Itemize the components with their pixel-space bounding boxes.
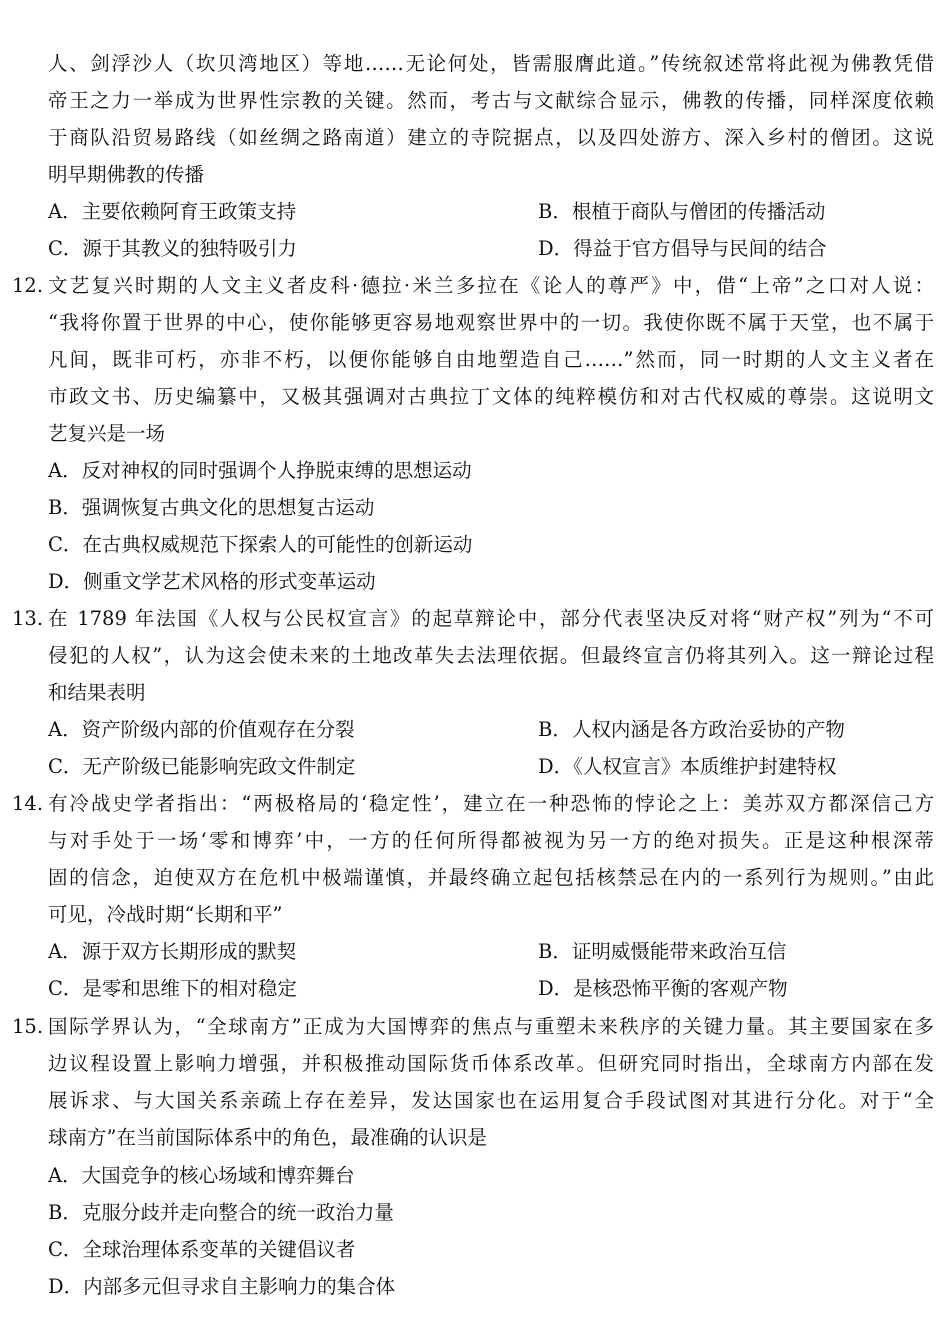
option-a[interactable]: A．资产阶级内部的价值观存在分裂 bbox=[48, 718, 355, 741]
option-d[interactable]: D．得益于官方倡导与民间的结合 bbox=[538, 237, 827, 260]
question-number: 13. bbox=[12, 607, 44, 630]
stem-line: 帝王之力一举成为世界性宗教的关键。然而，考古与文献综合显示，佛教的传播，同样深度依赖 bbox=[48, 89, 934, 112]
option-a[interactable]: A．反对神权的同时强调个人挣脱束缚的思想运动 bbox=[48, 459, 472, 482]
option-c[interactable]: C．全球治理体系变革的关键倡议者 bbox=[48, 1238, 356, 1261]
option-a[interactable]: A．源于双方长期形成的默契 bbox=[48, 940, 297, 963]
stem-line: 凡间，既非可朽，亦非不朽，以便你能够自由地塑造自己……”然而，同一时期的人文主义者在 bbox=[48, 348, 934, 371]
stem-line: “我将你置于世界的中心，使你能够更容易地观察世界中的一切。我使你既不属于天堂，也不属于 bbox=[48, 311, 934, 334]
stem-line: 与对手处于一场‘零和博弈’中，一方的任何所得都被视为另一方的绝对损失。正是这种根深蒂 bbox=[48, 829, 934, 852]
option-c[interactable]: C．源于其教义的独特吸引力 bbox=[48, 237, 297, 260]
question-number: 14. bbox=[12, 792, 44, 815]
option-c[interactable]: C．是零和思维下的相对稳定 bbox=[48, 977, 297, 1000]
stem-line: 明早期佛教的传播 bbox=[48, 163, 205, 186]
stem-line: 于商队沿贸易路线（如丝绸之路南道）建立的寺院据点，以及四处游方、深入乡村的僧团。这说 bbox=[48, 126, 934, 149]
option-b[interactable]: B．强调恢复古典文化的思想复古运动 bbox=[48, 496, 375, 519]
stem-line: 文艺复兴时期的人文主义者皮科·德拉·米兰多拉在《论人的尊严》中，借“上帝”之口对人说： bbox=[48, 274, 934, 297]
option-b[interactable]: B．人权内涵是各方政治妥协的产物 bbox=[538, 718, 845, 741]
stem-line: 有冷战史学者指出：“两极格局的‘稳定性’，建立在一种恐怖的悖论之上：美苏双方都深信己方 bbox=[48, 792, 934, 815]
question-number: 15. bbox=[12, 1015, 44, 1038]
stem-line: 侵犯的人权”，认为这会使未来的土地改革失去法理依据。但最终宣言仍将其列入。这一辩论过程 bbox=[48, 644, 934, 667]
stem-line: 艺复兴是一场 bbox=[48, 422, 166, 445]
option-a[interactable]: A．主要依赖阿育王政策支持 bbox=[48, 200, 297, 223]
option-d[interactable]: D．内部多元但寻求自主影响力的集合体 bbox=[48, 1275, 396, 1298]
stem-line: 市政文书、历史编纂中，又极其强调对古典拉丁文体的纯粹模仿和对古代权威的尊崇。这说明文 bbox=[48, 385, 934, 408]
option-d[interactable]: D．《人权宣言》本质维护封建特权 bbox=[538, 755, 837, 778]
stem-line: 展诉求、与大国关系亲疏上存在差异，发达国家也在运用复合手段试图对其进行分化。对于“全 bbox=[48, 1089, 934, 1112]
option-a[interactable]: A．大国竞争的核心场域和博弈舞台 bbox=[48, 1164, 355, 1187]
stem-line: 边议程设置上影响力增强，并积极推动国际货币体系改革。但研究同时指出，全球南方内部在发 bbox=[48, 1052, 934, 1075]
stem-line: 球南方”在当前国际体系中的角色，最准确的认识是 bbox=[48, 1126, 487, 1149]
option-c[interactable]: C．无产阶级已能影响宪政文件制定 bbox=[48, 755, 356, 778]
option-c[interactable]: C．在古典权威规范下探索人的可能性的创新运动 bbox=[48, 533, 473, 556]
stem-line: 在 1789 年法国《人权与公民权宣言》的起草辩论中，部分代表坚决反对将“财产权”列为“不可 bbox=[48, 607, 934, 630]
stem-line: 和结果表明 bbox=[48, 681, 146, 704]
stem-line: 人、剑浮沙人（坎贝湾地区）等地……无论何处，皆需服膺此道。”传统叙述常将此视为佛教凭借 bbox=[48, 52, 934, 75]
stem-line: 固的信念，迫使双方在危机中极端谨慎，并最终确立起包括核禁忌在内的一系列行为规则。”由此 bbox=[48, 866, 934, 889]
option-b[interactable]: B．根植于商队与僧团的传播活动 bbox=[538, 200, 826, 223]
stem-line: 国际学界认为，“全球南方”正成为大国博弈的焦点与重塑未来秩序的关键力量。其主要国家在多 bbox=[48, 1015, 934, 1038]
question-number: 12. bbox=[12, 274, 44, 297]
stem-line: 可见，冷战时期“长期和平” bbox=[48, 903, 283, 926]
option-d[interactable]: D．是核恐怖平衡的客观产物 bbox=[538, 977, 788, 1000]
option-b[interactable]: B．证明威慑能带来政治互信 bbox=[538, 940, 787, 963]
option-b[interactable]: B．克服分歧并走向整合的统一政治力量 bbox=[48, 1201, 394, 1224]
option-d[interactable]: D．侧重文学艺术风格的形式变革运动 bbox=[48, 570, 376, 593]
